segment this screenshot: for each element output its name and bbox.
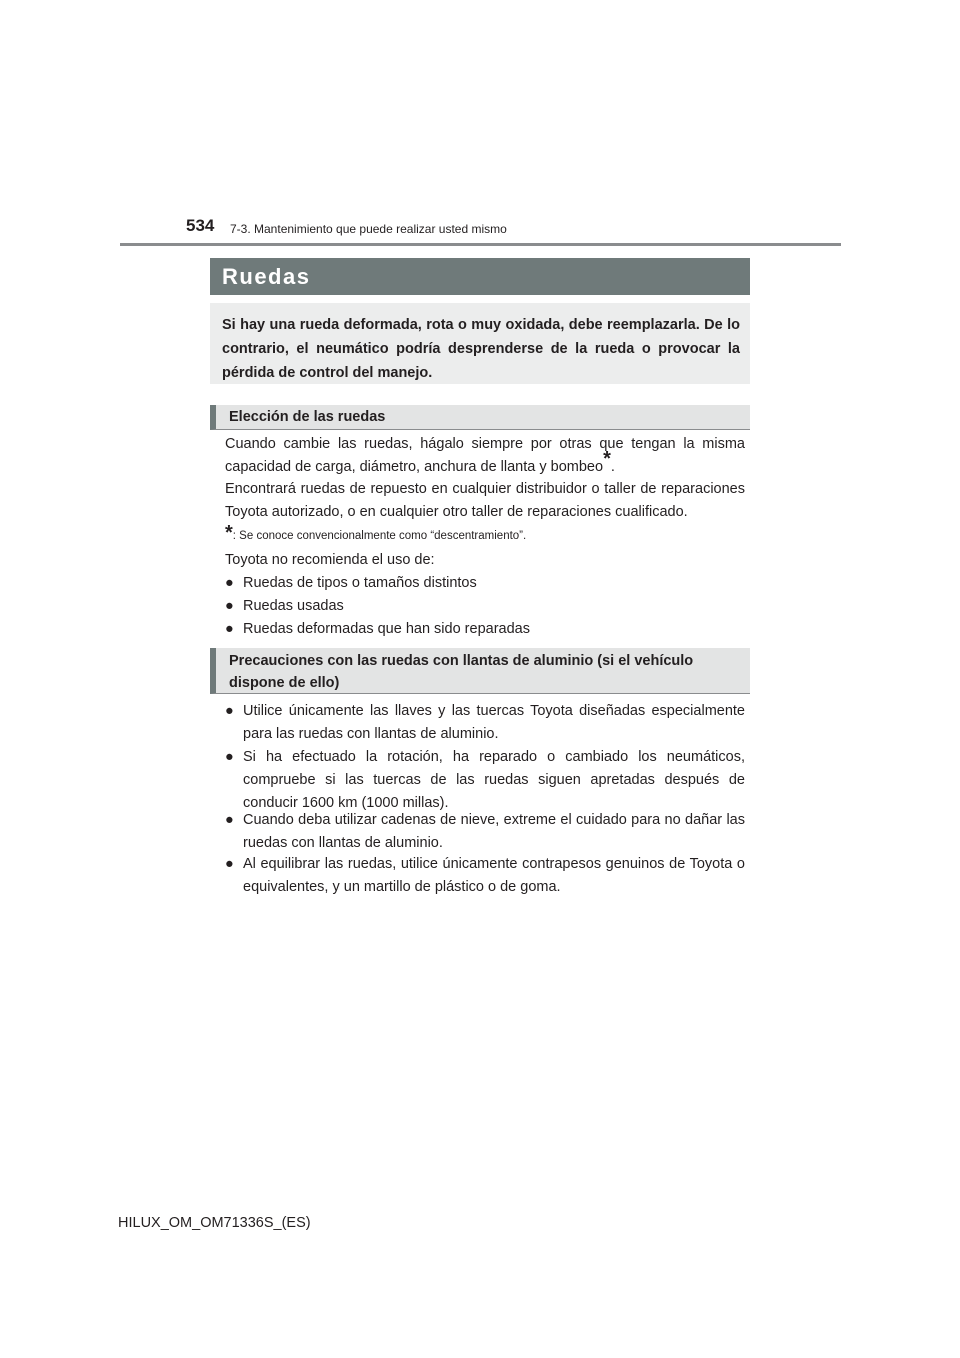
intro-box: Si hay una rueda deformada, rota o muy oxidada, debe reemplazarla. De lo contrario, el neumático podría desprenderse de la rueda o provocar la pérdida de control del manejo. bbox=[210, 303, 750, 384]
list-item-text: Si ha efectuado la rotación, ha reparado o cambiado los neumáticos, compruebe si las tuercas de las ruedas siguen apretadas después de conducir 1600 km (1000 millas). bbox=[243, 749, 745, 811]
bullet-icon: ● bbox=[225, 621, 234, 637]
list-item-text: Ruedas usadas bbox=[243, 598, 344, 614]
list-item-text: Ruedas deformadas que han sido reparadas bbox=[243, 621, 530, 637]
paragraph-text: Cuando cambie las ruedas, hágalo siempre por otras que tengan la misma capacidad de carga, diámetro, anchura de llanta y bombeo bbox=[225, 436, 745, 475]
list-item bbox=[225, 595, 745, 618]
paragraph-wheel-replacement bbox=[225, 433, 745, 479]
title-bar bbox=[210, 258, 750, 295]
page-number: 534 bbox=[186, 216, 215, 235]
list-item-text: Cuando deba utilizar cadenas de nieve, extreme el cuidado para no dañar las ruedas con llantas de aluminio. bbox=[243, 812, 745, 851]
bullet-icon: ● bbox=[225, 856, 234, 872]
section-heading-wheel-choice: Elección de las ruedas bbox=[210, 405, 750, 430]
list-item bbox=[225, 746, 745, 815]
bullet-icon: ● bbox=[225, 812, 234, 828]
list-item bbox=[225, 618, 745, 641]
section-heading-aluminum-precautions: Precauciones con las ruedas con llantas de aluminio (si el vehículo dispone de ello) bbox=[210, 648, 750, 694]
bullet-icon: ● bbox=[225, 703, 234, 719]
header-divider bbox=[120, 243, 841, 246]
list-item-text: Al equilibrar las ruedas, utilice únicamente contrapesos genuinos de Toyota o equivalentes, y un martillo de plástico o de goma. bbox=[243, 856, 745, 895]
paragraph-spare-wheels: Encontrará ruedas de repuesto en cualquier distribuidor o taller de reparaciones Toyota autorizado, o en cualquier otro taller de reparaciones cualificado. bbox=[225, 481, 745, 520]
paragraph-end: . bbox=[610, 459, 615, 475]
list-item-text: Ruedas de tipos o tamaños distintos bbox=[243, 575, 477, 591]
bullet-icon: ● bbox=[225, 598, 234, 614]
list-item bbox=[225, 809, 745, 855]
bullet-icon: ● bbox=[225, 575, 234, 591]
footnote-star: * bbox=[225, 522, 233, 544]
bullet-icon: ● bbox=[225, 749, 234, 765]
list-item bbox=[225, 572, 745, 595]
list-item-text: Utilice únicamente las llaves y las tuercas Toyota diseñadas especialmente para las ruedas con llantas de aluminio. bbox=[243, 703, 745, 742]
list-item bbox=[225, 853, 745, 899]
footnote bbox=[225, 522, 745, 548]
section-reference: 7-3. Mantenimiento que puede realizar usted mismo bbox=[230, 222, 507, 236]
footnote-text: : Se conoce convencionalmente como “descentramiento”. bbox=[232, 530, 527, 542]
footer-document-code: HILUX_OM_OM71336S_(ES) bbox=[118, 1215, 311, 1231]
list-item bbox=[225, 700, 745, 746]
footnote-marker: * bbox=[603, 448, 611, 471]
page-title: Ruedas bbox=[222, 263, 311, 289]
paragraph-not-recommended: Toyota no recomienda el uso de: bbox=[225, 552, 435, 568]
